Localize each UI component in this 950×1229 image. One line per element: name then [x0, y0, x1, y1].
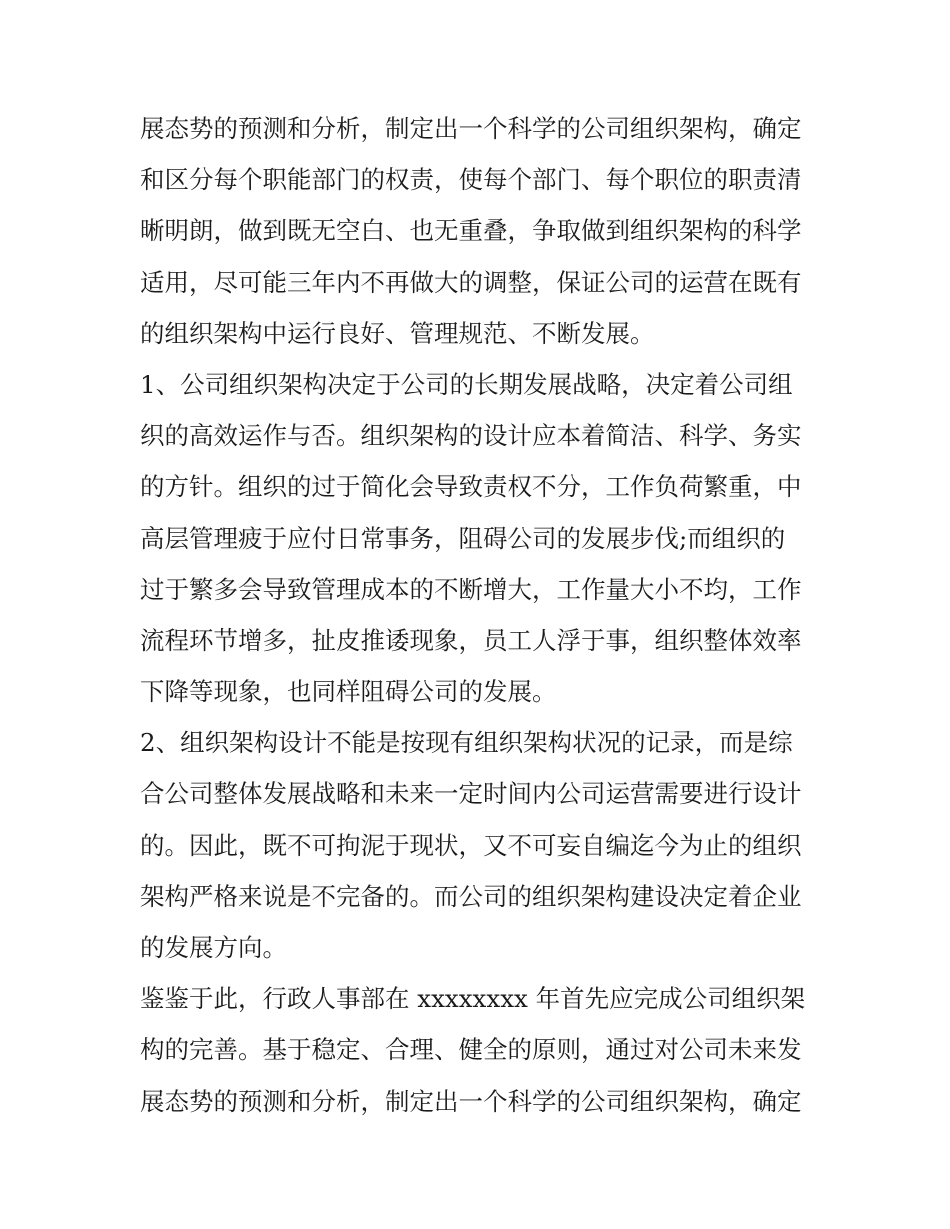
- text-line: 织的高效运作与否。组织架构的设计应本着简洁、科学、务实: [140, 421, 802, 451]
- text-line: 的。因此，既不可拘泥于现状，又不可妄自编迄今为止的组织: [140, 830, 802, 860]
- text-line: 2、组织架构设计不能是按现有组织架构状况的记录，而是综: [140, 728, 793, 758]
- text-line: 的组织架构中运行良好、管理规范、不断发展。: [140, 318, 655, 348]
- text-line: 鉴鉴于此，行政人事部在 xxxxxxxx 年首先应完成公司组织架: [140, 984, 806, 1014]
- text-line: 展态势的预测和分析，制定出一个科学的公司组织架构，确定: [140, 114, 802, 143]
- text-line: 流程环节增多，扯皮推诿现象，员工人浮于事，组织整体效率: [140, 625, 802, 655]
- text-line: 的发展方向。: [140, 933, 287, 962]
- text-line: 下降等现象，也同样阻碍公司的发展。: [140, 677, 557, 707]
- text-line: 高层管理疲于应付日常事务，阻碍公司的发展步伐;而组织的: [140, 523, 786, 553]
- text-line: 构的完善。基于稳定、合理、健全的原则，通过对公司未来发: [140, 1035, 802, 1065]
- text-line: 和区分每个职能部门的权责，使每个部门、每个职位的职责清: [140, 165, 802, 195]
- text-line: 适用，尽可能三年内不再做大的调整，保证公司的运营在既有: [140, 267, 802, 297]
- text-line: 晰明朗，做到既无空白、也无重叠，争取做到组织架构的科学: [140, 216, 802, 246]
- text-line: 的方针。组织的过于简化会导致责权不分，工作负荷繁重，中: [140, 472, 802, 502]
- document-body-text: [140, 103, 820, 1127]
- text-line: 展态势的预测和分析，制定出一个科学的公司组织架构，确定: [140, 1086, 802, 1116]
- text-line: 1、公司组织架构决定于公司的长期发展战略，决定着公司组: [140, 369, 793, 399]
- text-line: 合公司整体发展战略和未来一定时间内公司运营需要进行设计: [140, 779, 802, 809]
- text-line: 过于繁多会导致管理成本的不断增大，工作量大小不均，工作: [140, 574, 802, 604]
- text-line: 架构严格来说是不完备的。而公司的组织架构建设决定着企业: [140, 881, 802, 911]
